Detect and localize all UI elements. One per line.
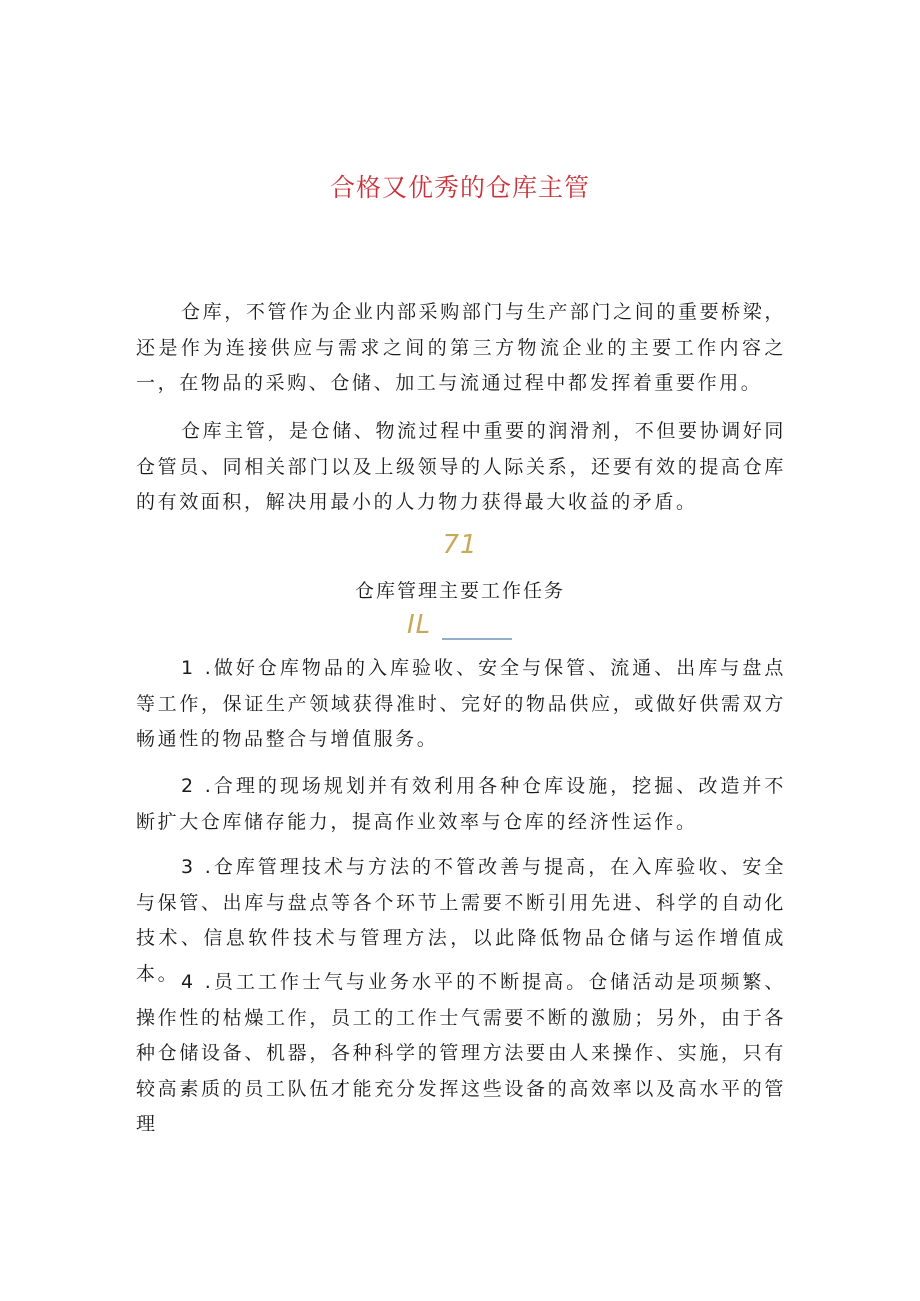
document-title: 合格又优秀的仓库主管 xyxy=(329,173,590,202)
task-item-4: 4 .员工工作士气与业务水平的不断提高。仓储活动是项频繁、操作性的枯燥工作，员工的工作士气需要不断的激励；另外，由于各种仓储设备、机器，各种科学的管理方法要由人来操作、实施，只有较高素质的员工队伍才能充分发挥这些设备的高效率以及高水平的管理 xyxy=(136,971,786,1135)
stray-mark-top: 71 xyxy=(442,530,478,560)
task-item-2: 2 .合理的现场规划并有效利用各种仓库设施，挖掘、改造并不断扩大仓库储存能力，提高作业效率与仓库的经济性运作。 xyxy=(136,775,786,833)
task-item-1: 1 .做好仓库物品的入库验收、安全与保管、流通、出库与盘点等工作，保证生产领域获得准时、完好的物品供应，或做好供需双方畅通性的物品整合与增值服务。 xyxy=(136,657,786,750)
task-item-3: 3 .仓库管理技术与方法的不管改善与提高，在入库验收、安全与保管、出库与盘点等各个环节上需要不断引用先进、科学的自动化技术、信息软件技术与管理方法，以此降低物品仓储与运作增值成本。 xyxy=(136,856,786,985)
intro-paragraph-2: 仓库主管，是仓储、物流过程中重要的润滑剂，不但要协调好同仓管员、同相关部门以及上级领导的人际关系，还要有效的提高仓库的有效面积，解决用最小的人力物力获得最大收益的矛盾。 xyxy=(136,420,786,513)
section-heading: 仓库管理主要工作任务 xyxy=(354,580,565,602)
stray-underline xyxy=(442,638,512,640)
intro-paragraph-1: 仓库，不管作为企业内部采购部门与生产部门之间的重要桥梁，还是作为连接供应与需求之间的第三方物流企业的主要工作内容之一，在物品的采购、仓储、加工与流通过程中都发挥着重要作用。 xyxy=(136,301,786,394)
stray-mark-bottom: IL xyxy=(407,610,432,640)
